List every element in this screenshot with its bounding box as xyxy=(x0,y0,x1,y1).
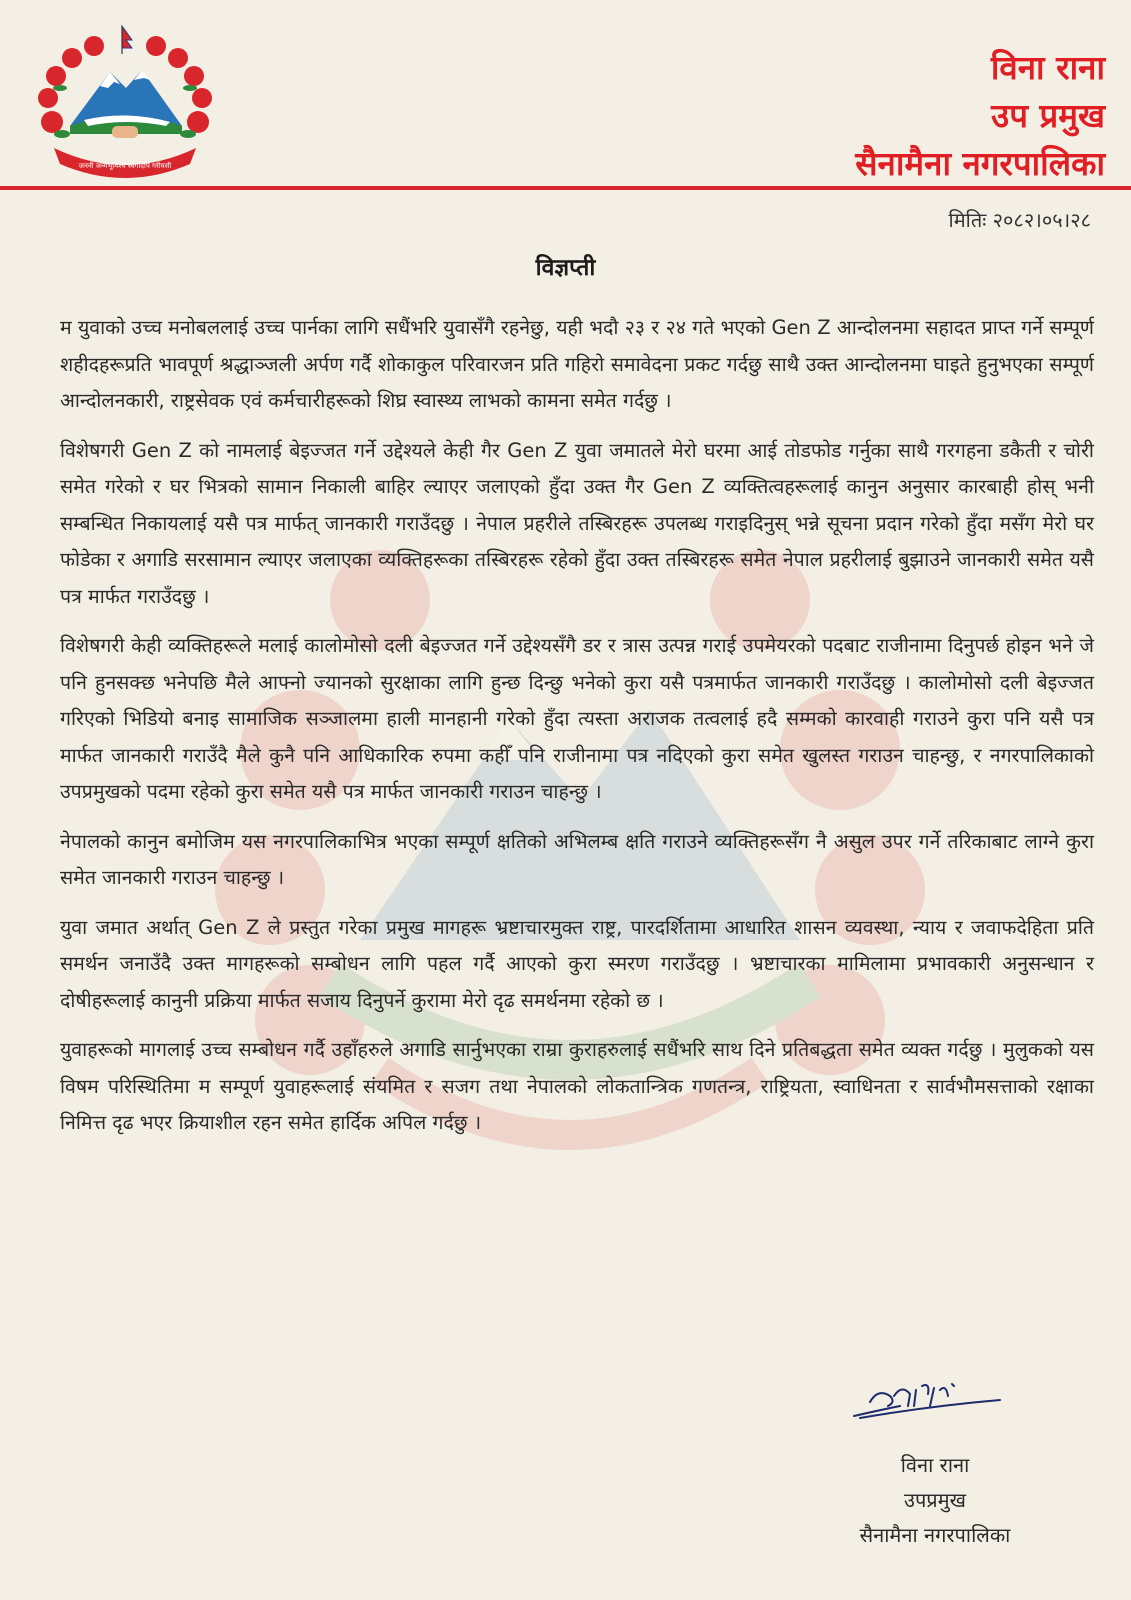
paragraph: म युवाको उच्च मनोबललाई उच्च पार्नका लागि सधैंभरि युवासँगै रहनेछु, यही भदौ २३ र २४ गते भएको Gen Z आन्दोलनमा सहादत प्राप्त गर्ने सम्पूर्ण शहीदहरूप्रति भावपूर्ण श्रद्धाञ्जली अर्पण गर्दै शोकाकुल परिवारजन प्रति गहिरो समावेदना प्रकट गर्दछु साथै उक्त आन्दोलनमा घाइते हुनुभएका सम्पूर्ण आन्दोलनकारी, राष्ट्रसेवक एवं कर्मचारीहरूको शिघ्र स्वास्थ्य लाभको कामना समेत गर्दछु । xyxy=(60,316,1094,412)
letter-date: मितिः २०८२।०५।२८ xyxy=(948,208,1091,232)
paragraph: विशेषगरी Gen Z को नामलाई बेइज्जत गर्ने उद्देश्यले केही गैर Gen Z युवा जमातले मेरो घरमा आई तोडफोड गर्नुका साथै गरगहना डकैती र चोरी समेत गरेको र घर भित्रको सामान निकाली बाहिर ल्याएर जलाएको हुँदा उक्त गैर Gen Z व्यक्तित्वहरूलाई कानुन अनुसार कारबाही होस् भनी सम्बन्धित निकायलाई यसै पत्र मार्फत् जानकारी गराउँदछु । नेपाल प्रहरीले तस्बिरहरू उपलब्ध गराइदिनुस् भन्ने सूचना प्रदान गरेको हुँदा मसँग मेरो घर फोडेका र अगाडि सरसामान ल्याएर जलाएका व्यक्तिहरूका तस्बिरहरू रहेको हुँदा उक्त तस्बिरहरू समेत नेपाल प्रहरीलाई बुझाउने जानकारी समेत यसै पत्र मार्फत गराउँदछु । xyxy=(60,438,1094,608)
letterhead xyxy=(855,44,1105,188)
handwritten-signature xyxy=(850,1376,1010,1422)
letterhead-office: सैनामैना नगरपालिका xyxy=(855,144,1105,183)
signatory-designation: उपप्रमुख xyxy=(903,1488,967,1512)
emblem-motto: जननी जन्मभूमिश्च स्वर्गादपि गरीयसी xyxy=(78,162,172,170)
signatory-name: विना राना xyxy=(900,1453,970,1477)
paragraph: विशेषगरी केही व्यक्तिहरूले मलाई कालोमोसो दली बेइज्जत गर्ने उद्देश्यसँगै डर र त्रास उत्पन्न गराई उपमेयरको पदबाट राजीनामा दिनुपर्छ होइन भने जे पनि हुनसक्छ भनेपछि मैले आफ्नो ज्यानको सुरक्षाका लागि हुन्छ दिन्छु भनेको कुरा यसै पत्रमार्फत जानकारी गराउँदछु । कालोमोसो दली बेइज्जत गरिएको भिडियो बनाइ सामाजिक सञ्जालमा हाली मानहानी गरेको हुँदा त्यस्ता अराजक तत्वलाई हदै सम्मको कारवाही गराउने कुरा पनि यसै पत्र मार्फत जानकारी गराउँदै मैले कुनै पनि आधिकारिक रुपमा कहीँ पनि राजीनामा पत्र नदिएको कुरा समेत खुलस्त गराउन चाहन्छु, र नगरपालिकाको उपप्रमुखको पदमा रहेको कुरा समेत यसै पत्र मार्फत जानकारी गराउन चाहन्छु । xyxy=(60,634,1094,803)
nepal-emblem-logo xyxy=(30,22,220,182)
signatory-office: सैनामैना नगरपालिका xyxy=(859,1523,1011,1547)
notice-title: विज्ञप्ती xyxy=(535,255,596,281)
notice-body xyxy=(60,310,1094,1155)
paragraph: नेपालको कानुन बमोजिम यस नगरपालिकाभित्र भएका सम्पूर्ण क्षतिको अभिलम्ब क्षति गराउने व्यक्तिहरूसँग नै असुल उपर गर्ने तरिकाबाट लाग्ने कुरा समेत जानकारी गराउन चाहन्छु । xyxy=(60,829,1094,889)
letterhead-designation: उप प्रमुख xyxy=(991,96,1105,135)
signatory-block xyxy=(820,1448,1050,1553)
header-divider xyxy=(0,186,1131,190)
letterhead-name: विना राना xyxy=(990,48,1105,87)
paragraph: युवा जमात अर्थात् Gen Z ले प्रस्तुत गरेका प्रमुख मागहरू भ्रष्टाचारमुक्त राष्ट्र, पारदर्शितामा आधारित शासन व्यवस्था, न्याय र जवाफदेहिता प्रति समर्थन जनाउँदै उक्त मागहरूको सम्बोधन लागि पहल गर्दै आएको कुरा स्मरण गराउँदछु । भ्रष्टाचारका मामिलामा प्रभावकारी अनुसन्धान र दोषीहरूलाई कानुनी प्रक्रिया मार्फत सजाय दिनुपर्ने कुरामा मेरो दृढ समर्थनमा रहेको छ । xyxy=(60,915,1094,1012)
paragraph: युवाहरूको मागलाई उच्च सम्बोधन गर्दै उहाँहरुले अगाडि सार्नुभएका राम्रा कुराहरुलाई सधैंभरि साथ दिने प्रतिबद्धता समेत व्यक्त गर्दछु । मुलुकको यस विषम परिस्थितिमा म सम्पूर्ण युवाहरूलाई संयमित र सजग तथा नेपालको लोकतान्त्रिक गणतन्त्र, राष्ट्रियता, स्वाधिनता र सार्वभौमसत्ताको रक्षाका निमित्त दृढ भएर क्रियाशील रहन समेत हार्दिक अपिल गर्दछु । xyxy=(60,1038,1094,1134)
